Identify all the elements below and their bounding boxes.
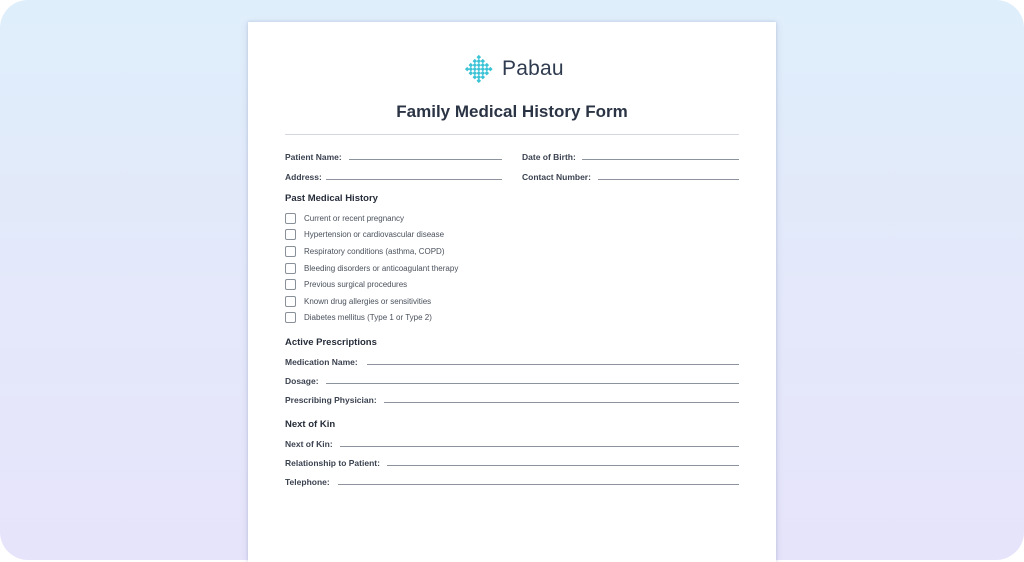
next-of-kin-label: Next of Kin: — [285, 439, 333, 449]
history-checkbox-item[interactable] — [285, 212, 404, 224]
pabau-logo-icon — [465, 55, 493, 83]
address-field[interactable] — [326, 179, 502, 180]
telephone-field[interactable] — [338, 484, 739, 485]
checkbox[interactable] — [285, 296, 296, 307]
dosage-field[interactable] — [326, 383, 739, 384]
form-sheet — [248, 22, 776, 562]
checkbox[interactable] — [285, 279, 296, 290]
contact-number-label: Contact Number: — [522, 172, 591, 182]
checkbox[interactable] — [285, 229, 296, 240]
contact-number-field[interactable] — [598, 179, 739, 180]
patient-name-field[interactable] — [349, 159, 502, 160]
patient-name-label: Patient Name: — [285, 152, 342, 162]
checkbox[interactable] — [285, 213, 296, 224]
checkbox-label: Previous surgical procedures — [304, 279, 408, 289]
checkbox-label: Respiratory conditions (asthma, COPD) — [304, 246, 445, 256]
telephone-label: Telephone: — [285, 477, 330, 487]
history-checkbox-item[interactable] — [285, 262, 458, 274]
dosage-label: Dosage: — [285, 376, 319, 386]
next-of-kin-heading: Next of Kin — [285, 419, 336, 430]
past-medical-history-heading: Past Medical History — [285, 193, 378, 204]
form-title: Family Medical History Form — [396, 102, 628, 121]
title-divider — [285, 134, 739, 135]
prescribing-physician-label: Prescribing Physician: — [285, 395, 377, 405]
history-checkbox-item[interactable] — [285, 311, 432, 323]
checkbox-label: Known drug allergies or sensitivities — [304, 296, 432, 306]
date-of-birth-label: Date of Birth: — [522, 152, 576, 162]
checkbox-label: Bleeding disorders or anticoagulant therapy — [304, 263, 459, 273]
medication-name-field[interactable] — [367, 364, 739, 365]
history-checkbox-item[interactable] — [285, 295, 431, 307]
next-of-kin-field[interactable] — [340, 446, 739, 447]
relationship-label: Relationship to Patient: — [285, 458, 380, 468]
relationship-field[interactable] — [387, 465, 739, 466]
address-label: Address: — [285, 172, 322, 182]
active-prescriptions-heading: Active Prescriptions — [285, 337, 377, 348]
brand — [465, 55, 564, 83]
medication-name-label: Medication Name: — [285, 357, 358, 367]
checkbox[interactable] — [285, 312, 296, 323]
history-checkbox-item[interactable] — [285, 278, 407, 290]
checkbox[interactable] — [285, 246, 296, 257]
history-checkbox-item[interactable] — [285, 245, 445, 257]
history-checkbox-item[interactable] — [285, 228, 444, 240]
prescribing-physician-field[interactable] — [384, 402, 739, 403]
checkbox-label: Current or recent pregnancy — [304, 213, 405, 223]
brand-name: Pabau — [502, 57, 564, 80]
date-of-birth-field[interactable] — [582, 159, 739, 160]
checkbox[interactable] — [285, 263, 296, 274]
checkbox-label: Hypertension or cardiovascular disease — [304, 229, 445, 239]
checkbox-label: Diabetes mellitus (Type 1 or Type 2) — [304, 312, 432, 322]
